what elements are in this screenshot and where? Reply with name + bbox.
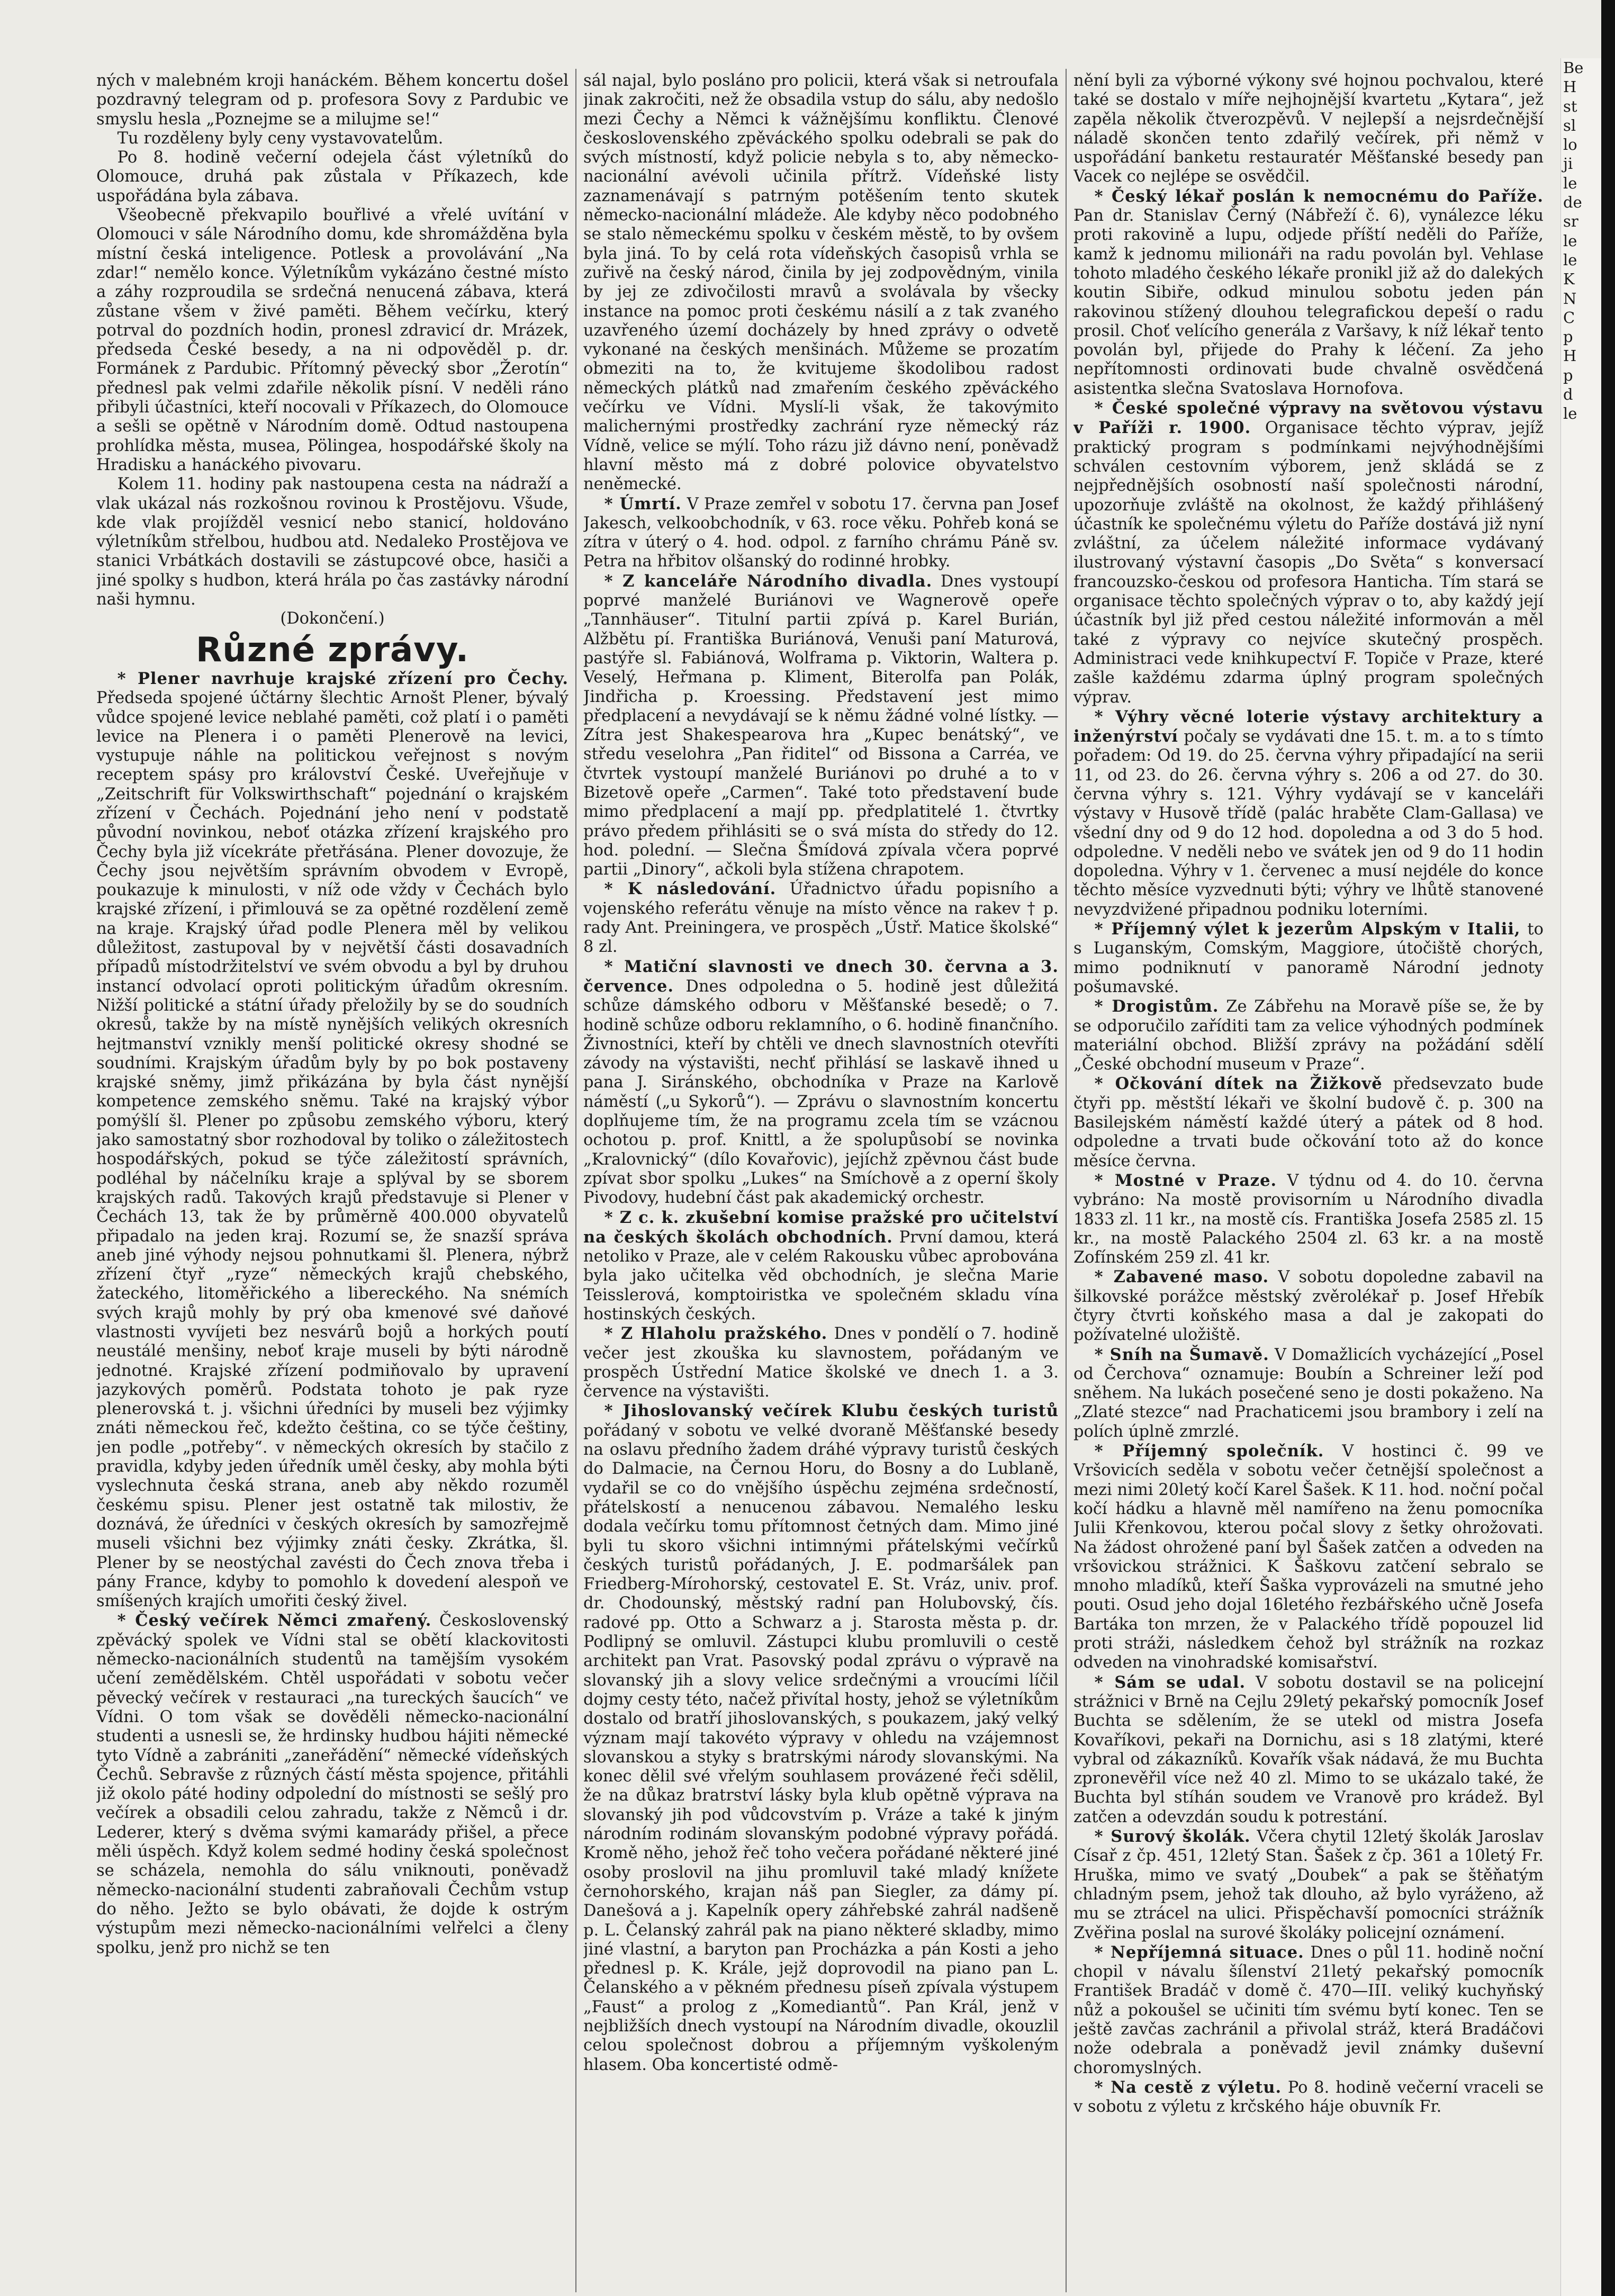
news-text: Po 8. hodině večerní vraceli se v sobotu z výletu z krčského háje obuvník Fr. (1073, 2078, 1544, 2117)
news-headline: * Plener navrhuje krajské zřízení pro Čechy. (117, 669, 569, 688)
section-heading: Různé zprávy. (195, 630, 470, 670)
news-headline: * Český lékař poslán k nemocnému do Paříže. (1094, 186, 1544, 206)
news-item (1073, 187, 1544, 399)
news-item (1073, 2078, 1544, 2117)
news-text: počaly se vydávati dne 15. t. m. a to s tímto pořadem: Od 19. do 25. června výhry připadající na serii 11, od 23. do 26. června výhry s. 206 a od 27. do 30. června výhry s. 121. Výhry vydávají se v kanceláři výstavy v Husově třídě (palác hraběte Clam-Gallasa) ve všední dny od 9 do 12 hod. dopoledna a od 3 do 5 hod. odpoledne. V neděli nebo ve svátek jen od 9 do 11 hodin dopoledna. Výhry v 1. červenec a musí nejdéle do konce těchto měsíce vyzvednuti býti; výhry ve lhůtě stanovené nevyzdvižené připadnou podniku loterními. (1073, 727, 1544, 919)
news-headline: * Zabavené maso. (1094, 1267, 1269, 1287)
edge-fragment: p (1563, 366, 1573, 384)
news-item (96, 1611, 569, 1957)
news-headline: * České společné výpravy na světovou výstavu v Paříži r. 1900. (1073, 399, 1544, 438)
column-2 (583, 71, 1059, 2290)
article-paragraph: Kolem 11. hodiny pak nastoupena cesta na nádraží a vlak ukázal nás rozkošnou rovinou k Prostějovu. Všude, kde vlak projížděl vesnicí nebo stanicí, holdováno výletníkům střelbou, hudbou atd. Nedaleko Prostějova ve stanici Vrbátkách dostavili se zástupcové obce, hasiči a jiné spolky s hudbon, která hrála po čas zastávky národní naši hymnu. (96, 475, 569, 609)
news-item (583, 1401, 1059, 2074)
news-headline: * Z Hlaholu pražského. (604, 1324, 828, 1344)
news-text: Dnes odpoledna o 5. hodině jest důležitá schůze dámského odboru v Měšťanské besedě; o 7. hodině schůze odboru reklamního, o 6. hodině finančního. Živnostníci, kteří by chtěli ve dnech slavnostních otevříti závody na výstavišti, nechť přihlásí se laskavě ihned u pana J. Siránského, obchodníka v Praze na Karlově náměstí („u Sykorů“). — Zprávu o slavnostním koncertu doplňujeme tím, že na programu zcela tím se vzácnou ochotou p. prof. Knittl, a že spolupůsobí se novinka „Kralovnický“ (dílo Kovařovic), jejíchž zpěvnou část bude zpívat sbor spolku „Lukes“ na Smíchově a z operní školy Pivodovy, hudební část pak akademický orchestr. (583, 977, 1059, 1208)
news-headline: * Příjemný společník. (1094, 1442, 1324, 1461)
article-paragraph: Všeobecně překvapilo bouřlivé a vřelé uvítání v Olomouci v sále Národního domu, kde shromážděna byla místní česká inteligence. Potlesk a provolávání „Na zdar!“ nemělo konce. Výletníkům vykázáno čestné místo a záhy rozproudila se srdečná nenucená zábava, která zůstane všem v živé paměti. Během večírku, který potrval do pozdních hodin, pronesl zdravicí dr. Mrázek, předseda České besedy, a na ni odpověděl p. dr. Formánek z Pardubic. Přítomný pěvecký sbor „Žerotín“ přednesl pak velmi zdařile několik písní. V neděli ráno přibyli účastníci, kteří nocovali v Příkazech, do Olomouce a sešli se opětně v Národním domě. Odtud nastoupena prohlídka města, musea, Pölingea, hospodářské školy na Hradisku a hanáckého pivovaru. (96, 206, 569, 474)
news-headline: * Úmrtí. (604, 494, 682, 514)
news-text: První damou, která netoliko v Praze, ale v celém Rakousku vůbec aprobována byla jako učitelka věd obchodních, je slečna Marie Teisslerová, komptoiristka ve společném skladu vína hostinských českých. (583, 1228, 1059, 1323)
news-text: V Praze zemřel v sobotu 17. června pan Josef Jakesch, velkoobchodník, v 63. roce věku. Pohřeb koná se zítra v úterý o 4. hod. odpol. z farního chrámu Páně sv. Petra na hřbitov olšanský do rodinné hrobky. (583, 494, 1059, 571)
news-text: V týdnu od 4. do 10. června vybráno: Na mostě provisorním u Národního divadla 1833 zl. 11 kr., na mostě cís. Františka Josefa 2585 zl. 15 kr., na mostě Palackého 2504 zl. 63 kr. a na mostě Zofínském 259 zl. 41 kr. (1073, 1171, 1544, 1267)
news-headline: * Očkování dítek na Žižkově (1094, 1074, 1383, 1094)
news-item (1073, 1171, 1544, 1267)
news-headline: * Surový školák. (1094, 1827, 1251, 1847)
news-item (1073, 1442, 1544, 1673)
news-text: pořádaný v sobotu ve velké dvoraně Měšťanské besedy na oslavu předního žadem dráhé výpravy turistů českých do Dalmacie, na Černou Horu, do Bosny a do Lublaně, vydařil se co do vnějšího úspěchu zejména srdečností, přátelskostí a nenucenou zábavou. Nemalého lesku dodala večírku tomu přítomnost četných dam. Mimo jiné byli tu skoro všichni intimnými přátelskými večírků českých turistů pořádaných, J. E. podmaršálek pan Friedberg-Mírohorský, cestovatel E. St. Vráz, univ. prof. dr. Chodounský, městský radní pan Holubovský, čís. radové pp. Otto a Schwarz a j. Starosta města p. dr. Podlipný se omluvil. Zástupci klubu promluvili o cestě architekt pan Vrat. Pasovský podal zprávu o výpravě na slovanský jih a slovy velice srdečnými a vroucími líčil dojmy cesty této, načež přivítal hosty, jehož se výletníkům dostalo od bratří jihoslovanských, s poukazem, jaký velký význam mají takovéto výpravy v ohledu na vzájemnost slovanskou a styky s bratrskými národy slovanskými. Na konec dělil své vřelým souhlasem provázené řeči sdělil, že na důkaz bratrství lásky byla klub opětně výprava na slovanský jih pod vůdcovstvím p. Vráze a také k jiným národním rodinám slovanským podobné výpravy pořádá. Kromě něho, jehož řeč toho večera pořádané některé jiné osoby proslovil na jihu promluvil také mladý knížete černohorského, krajan náš pan Siegler, za dámy pí. Danešová a j. Kapelník opery záhřebské zahrál nadšeně p. L. Čelanský zahrál pak na piano některé skladby, mimo jiné vlastní, a baryton pan Procházka a pán Kosti a jeho přednesl p. K. Krále, jejž doprovodil na piano pan L. Čelanského a v pěkném přednesu píseň zpívala výstupem „Faust“ a prolog z „Komediantů“. Pan Král, jenž v nejbližších dnech vystoupí na Národním divadle, okouzlil celou společnost dobrou a příjemným vyškoleným hlasem. Oba koncertisté odmě- (583, 1421, 1059, 2074)
news-item (1073, 997, 1544, 1074)
edge-fragment: le (1563, 250, 1577, 269)
continuation-note: (Dokončení.) (280, 609, 385, 628)
news-headline: * Z c. k. zkušební komise pražské pro učitelství na českých školách obchodních. (583, 1208, 1059, 1247)
column-3 (1073, 71, 1544, 2290)
news-headline: * Výhry věcné loterie výstavy architektury a inženýrství (1073, 707, 1544, 746)
news-item (583, 1324, 1059, 1401)
news-item (1073, 1827, 1544, 1943)
article-paragraph: ných v malebném kroji hanáckém. Během koncertu došel pozdravný telegram od p. profesora Sovy z Pardubic ve smyslu hesla „Poznejme se a milujme se!“ (96, 71, 569, 129)
news-text: předsevzato bude čtyři pp. městští lékaři ve školní budově č. p. 300 na Basilejském náměstí každé úterý a pátek od 8 hod. odpoledne a trvati bude očkování toto až do konce měsíce června. (1073, 1075, 1544, 1170)
news-text: Dnes v pondělí o 7. hodině večer jest zkouška ku slavnostem, pořádaným ve prospěch Ústřední Matice školské ve dnech 1. a 3. července na výstavišti. (583, 1325, 1059, 1401)
news-item (1073, 1673, 1544, 1827)
news-item (583, 1208, 1059, 1325)
edge-fragment: d (1563, 385, 1573, 404)
news-text: V Domažlicích vycházející „Posel od Čerchova“ oznamuje: Boubín a Schreiner leží pod sněhem. Na lukách posečené seno je dosti pokaženo. Na „Zlaté stezce“ nad Prachaticemi jsou brambory i zelí na polích úplně zmrzlé. (1073, 1345, 1544, 1441)
edge-fragment: p (1563, 328, 1573, 346)
edge-fragment: H (1563, 347, 1577, 365)
edge-fragment: le (1563, 404, 1577, 423)
edge-fragment: C (1563, 308, 1575, 327)
news-item (1073, 707, 1544, 920)
news-headline: * Mostné v Praze. (1094, 1170, 1277, 1190)
news-headline: * Jihoslovanský večírek Klubu českých turistů (604, 1401, 1059, 1421)
news-headline: * Příjemný výlet k jezerům Alpským v Italii, (1094, 920, 1521, 939)
news-item (583, 957, 1059, 1208)
edge-fragment: de (1563, 193, 1582, 212)
news-text: V hostinci č. 99 ve Vršovicích seděla v sobotu večer četnější společnost a mezi nimi 20letý kočí Karel Šašek. K 11. hod. noční počal kočí hádku a hlavně měl namířeno na ženu pomocníka Julii Křenkovou, kterou počal slovy z šetky ohrožovati. Na žádost ohrožené paní byl Šašek zatčen a odveden na vršovickou strážnici. K Šaškovu zatčení sebralo se mnoho mladíků, kteří Šaška vyprovázeli na smutné jeho pouti. Osud jeho dojal 16letého řezbářského učně Josefa Bartáka ton mrzen, že v Palackého třídě popouzel lid proti stráži, následkem čehož byl strážník na rozkaz odveden na vinohradské komisařství. (1073, 1442, 1544, 1672)
news-text: Dnes vystoupí poprvé manželé Buriánovi ve Wagnerově opeře „Tannhäuser“. Titulní partii zpívá p. Karel Burián, Alžbětu pí. Františka Buriánová, Venuši paní Maturová, pastýře sl. Fabiánová, Wolframa p. Viktorin, Waltera p. Veselý, Heřmana p. Kliment, Biterolfa pan Polák, Jindřicha p. Kroessing. Představení jest mimo předplacení a nevydávají se k němu žádné volné lístky. — Zítra jest Shakespearova hra „Kupec benátský“, ve středu veselohra „Pan řiditel“ od Bissona a Carréa, ve čtvrtek vystoupí manželé Buriánovi po druhé a to v Bizetově opeře „Carmen“. Také toto představení bude mimo předplacení a mají pp. předplatitelé 1. čtvrtky právo předem přihlásiti se o svá místa do středy do 12. hod. polední. — Slečna Šmídová zpívala včera poprvé partii „Dinory“, ačkoli byla stížena chrapotem. (583, 572, 1059, 879)
news-text: Organisace těchto výprav, jejíž praktický program s podmínkami nejvýhodnějšími schválen cestovním výborem, jenž skládá se z nejpřednějších osobností naší společnosti národní, upozorňuje zvláště na okolnost, že každý přihlášený účastník ke společnému výletu do Paříže dostává již nyní zvláštní, za účelem náležité informace vydávaný ilustrovaný výstavní časopis „Do Světa“ s konversací francouzsko-českou od profesora Hanticha. Tím stará se organisace těchto společných výprav o to, aby každý její účastník byl již před cestou náležité informován a měl také z výpravy co nejvíce skutečný prospěch. Administraci vede knihkupectví F. Topiče v Praze, které zašle každému zdarma úplný program společných výprav. (1073, 419, 1544, 707)
edge-fragment: lo (1563, 136, 1577, 154)
news-headline: * Český večírek Němci zmařený. (117, 1611, 432, 1631)
news-item (1073, 1267, 1544, 1345)
news-item (96, 669, 569, 1611)
news-item (583, 572, 1059, 880)
news-item (583, 494, 1059, 572)
news-text: Úřadnictvo úřadu popisního a vojenského referátu věnuje na místo věnce na rakev † p. rady Ant. Preiningera, ve prospěch „Ústř. Matice školské“ 8 zl. (583, 880, 1059, 957)
news-text: Ze Zábřehu na Moravě píše se, že by se odporučilo zaříditi tam za velice výhodných podmínek materiální obchod. Bližší zprávy na požádání sdělí „České obchodní museum v Praze“. (1073, 997, 1544, 1074)
article-paragraph: Po 8. hodině večerní odejela část výletníků do Olomouce, druhá pak zůstala v Příkazech, kde uspořádána byla zábava. (96, 148, 569, 205)
news-item (1073, 1074, 1544, 1170)
article-paragraph: sál najal, bylo posláno pro policii, která však si netroufala jinak zakročiti, než že obsadila vstup do sálu, aby nedošlo mezi Čechy a Němci k vážnějšímu konfliktu. Členové československého zpěváckého spolku odebrali se pak do svých místností, když policie nebyla s to, aby německo-nacionální avévoli učinila přítrž. Vídeňské listy zaznamenávají s patrným potěšením tento skutek německo-nacionální mládeže. Ale kdyby něco podobného se stalo německému spolku v českém městě, to by ovšem byla jiná. To by celá rota vídeňských časopisů vrhla se zuřivě na český národ, činila by jej zodpovědným, vinila by jej ze zdivočilosti mravů a svolávala by všecky instance na pomoc proti českému násilí a z tak zvaného uzavřeného území docházely by hned zprávy o odvetě vykonané na českých menšinách. Můžeme se prozatím obmeziti na to, že kvitujeme škodolibou radost německých plátků nad zmařením českého zpěváckého večírku ve Vídni. Myslí-li však, že takovýmito malichernými prostředky zachrání ryze německý ráz Vídně, velice se mýlí. Toho rázu již dávno není, poněvadž hlavní město má z dobré polovice obyvatelstvo neněmecké. (583, 71, 1059, 494)
edge-fragment: ji (1563, 155, 1573, 173)
edge-fragment: H (1563, 78, 1577, 96)
column-1 (96, 71, 569, 2290)
edge-fragment: N (1563, 289, 1577, 308)
news-headline: * Na cestě z výletu. (1094, 2077, 1282, 2097)
news-text: V sobotu dopoledne zabavil na šilkovské porážce městský zvěrolékař p. Josef Hřebík čtyry čtvrti koňského masa a dal je zakopati do požívatelné uložiště. (1073, 1268, 1544, 1345)
edge-fragment: Be (1563, 59, 1584, 77)
article-paragraph: nění byli za výborné výkony své hojnou pochvalou, které také se dostalo v míře nejhojnější kvartetu „Kytara“, jež zapěla několik čtverozpěvů. V nejlepší a nejsrdečnější náladě skončen tento zdařilý večírek, při němž v uspořádání banketu restauratér Měšťanské besedy pan Vacek co nejlépe se osvědčil. (1073, 71, 1544, 186)
news-text: Včera chytil 12letý školák Jaroslav Císař z čp. 451, 12letý Stan. Šašek z čp. 361 a 10letý Fr. Hruška, mimo ve svatý „Doubek“ a pak se štěňatým chladným psem, jehož tak dlouho, až bylo vyráženo, až mu se ztrácel na ulici. Přispěchavší pomocníci strážník Zvěřina poslal na surové školáky policejní oznámení. (1073, 1827, 1544, 1942)
column-divider (1066, 69, 1067, 2292)
news-item (1073, 1943, 1544, 2078)
edge-fragment: le (1563, 174, 1577, 192)
news-headline: * Matiční slavnosti ve dnech 30. června a 3. července. (583, 957, 1059, 996)
news-text: Československý zpěvácký spolek ve Vídni stal se obětí klackovitosti německo-nacionálních studentů na tamějším vysokém učení zemědělském. Chtěl uspořádati v sobotu večer pěvecký večírek v restauraci „na tureckých šaucích“ ve Vídni. O tom však se dověděli německo-nacionální studenti a usnesli se, že hrdinsky hudbou hájiti německé tyto Vídně a zabrániti „zaneřádění“ německé vídeňských Čechů. Sebravše z různých částí města spojence, přitáhli již okolo páté hodiny odpolední do místnosti se sešlý pro večírek a obsadili celou zahradu, takže z Němců i dr. Lederer, který s dvěma svými kamarády přišel, a přece měli úspěch. Když kolem sedmé hodiny česká společnost se scházela, nemohla do sálu vniknouti, poněvadž německo-nacionální studenti zabraňovali Čechům vstup do něho. Ježto se bylo obávati, že dojde k ostrým výstupům mezi německo-nacionálními velřelci a členy spolku, jenž pro nichž se ten (96, 1611, 569, 1957)
news-item (1073, 920, 1544, 997)
news-headline: * Sám se udal. (1094, 1672, 1246, 1692)
news-item (1073, 399, 1544, 707)
news-headline: * Nepříjemná situace. (1094, 1942, 1304, 1962)
article-paragraph: Tu rozděleny byly ceny vystavovatelům. (117, 129, 444, 148)
news-text: to s Luganským, Comským, Maggiore, útočiště chorých, mimo podniknutí v panoramě Národní jednoty pošumavské. (1073, 920, 1544, 996)
edge-fragment: sr (1563, 212, 1578, 231)
edge-fragment: st (1563, 97, 1577, 115)
news-headline: * K následování. (604, 879, 777, 899)
edge-fragment: le (1563, 231, 1577, 250)
edge-fragment: K (1563, 270, 1575, 289)
news-item (583, 879, 1059, 957)
scan-border (1601, 0, 1615, 2296)
news-text: Předseda spojené účtárny šlechtic Arnošt Plener, bývalý vůdce spojené levice neblahé paměti, což platí i o paměti levice na Plenera i o paměti Plenerově na levici, vystupuje náhle na politickou veřejnost s novým receptem spásy pro království České. Uveřejňuje v „Zeitschrift für Volkswirthschaft“ pojednání o krajském zřízení v Čechách. Pojednání jeho není v podstatě původní novinkou, neboť otázka zřízení krajského pro Čechy byla již vícekráte přetřásána. Plener dovozuje, že Čechy jsou největším správním obvodem v Evropě, poukazuje k minulosti, v níž ode vždy v Čechách bylo krajské zřízení, i přimlouvá se za opětné rozdělení země na kraje. Krajský úřad podle Plenera měl by velikou důležitost, zastupoval by v největší části dosavadních případů místodržitelství ve svém obvodu a byl by druhou instancí odvolací oproti politickým úřadům okresním. Nižší politické a státní úřady přeložily by se do soudních okresů, takže by na místě nynějších velikých okresních hejtmanství vznikly menší politické okresy shodné se soudními. Krajským úřadům byly by po bok postaveny krajské sněmy, jimž přikázána by byla část nynější kompetence zemského sněmu. Také na krajský výbor pomýšlí šl. Plener po způsobu zemského výboru, který jako samostatný sbor rozhodoval by toliko o záležitostech hospodářských, pokud se týče záležitostí správních, podléhal by náčelníku kraje a splýval by se sborem krajských radů. Takových krajů představuje si Plener v Čechách 13, tak že by průměrně 400.000 obyvatelů připadalo na jeden kraj. Rozumí se, že snazší správa aneb jiné výhody nejsou pohnutkami šl. Plenera, nýbrž zřízení čtyř „ryze“ německých krajů chebského, žateckého, litoměřického a libereckého. Na snémích svých krajů mohly by prý oba kmenové své daňové vlastnosti vyvíjeti bez nesvárů bojů a horkých poutí neustálé menšiny, neboť kraje museli by býti národně jednotné. Krajské zřízení podmiňovalo by upravení jazykových poměrů. Podstata tohoto je pak ryze plenerovská t. j. všichni úředníci by museli bez výjimky znáti německou řeč, kdežto čeština, co se týče češtiny, jen podle „potřeby“. v německých okresích by stačilo z pravidla, kdyby jeden úředník uměl česky, aby mohla býti vyslechnuta česká strana, aneb aby někdo rozuměl českému spisu. Plener jest ostatně tak milostiv, že doznává, že úředníci v českých okresích by samozřejmě museli všichni bez výjimky znáti česky. Zkrátka, šl. Plener by se neostýchal zavésti do Čech znova třeba i pány France, kdyby to pomohlo k dovedení alespoň ve smíšených krajích umořiti český živel. (96, 689, 569, 1611)
column-divider (575, 69, 576, 2292)
news-item (1073, 1345, 1544, 1442)
news-text: V sobotu dostavil se na policejní strážnici v Brně na Cejlu 29letý pekařský pomocník Josef Buchta se sdělením, že se utekl od mistra Josefa Kovaříkovi, pekaři na Dornichu, asi s 18 zlatými, které vybral od zákazníků. Kovařík však nádavá, že mu Buchta zpronevěřil více než 40 zl. Mimo to se ukázalo také, že Buchta byl stíhán soudem ve Vranově pro krádež. Byl zatčen a odevzdán soudu k potrestání. (1073, 1673, 1544, 1826)
news-headline: * Drogistům. (1094, 997, 1219, 1016)
news-text: Pan dr. Stanislav Černý (Nábřeží č. 6), vynálezce léku proti rakovině a lupu, odjede příští neděli do Paříže, kamž k jednomu milionáři na radu povolán byl. Vehlase tohoto mladého českého lékaře pronikl již až do dalekých koutin Sibiře, odkud minulou sobotu jeden pán rakovinou stížený dlouhou telegrafickou depeší o radu prosil. Choť velícího generála z Varšavy, k níž lékař tento povolán byl, přijede do Prahy k léčení. Za jeho nepřítomnosti ordinovati bude chvalně osvědčená asistentka slečna Svatoslava Hornofova. (1073, 206, 1544, 398)
news-headline: * Z kanceláře Národního divadla. (604, 571, 933, 591)
news-headline: * Sníh na Šumavě. (1094, 1345, 1269, 1364)
news-text: Dnes o půl 11. hodině noční chopil v návalu šílenství 21letý pekařský pomocník František Bradáč v domě č. 470—III. veliký kuchyňský nůž a pokoušel se učiniti tím svému bytí konec. Ten se ještě zavčas zachránil a přivolal stráž, která Bradáčovi nože odebrala a poněvadž jevil známky duševní choromyslných. (1073, 1943, 1544, 2077)
edge-fragment: sl (1563, 116, 1576, 134)
